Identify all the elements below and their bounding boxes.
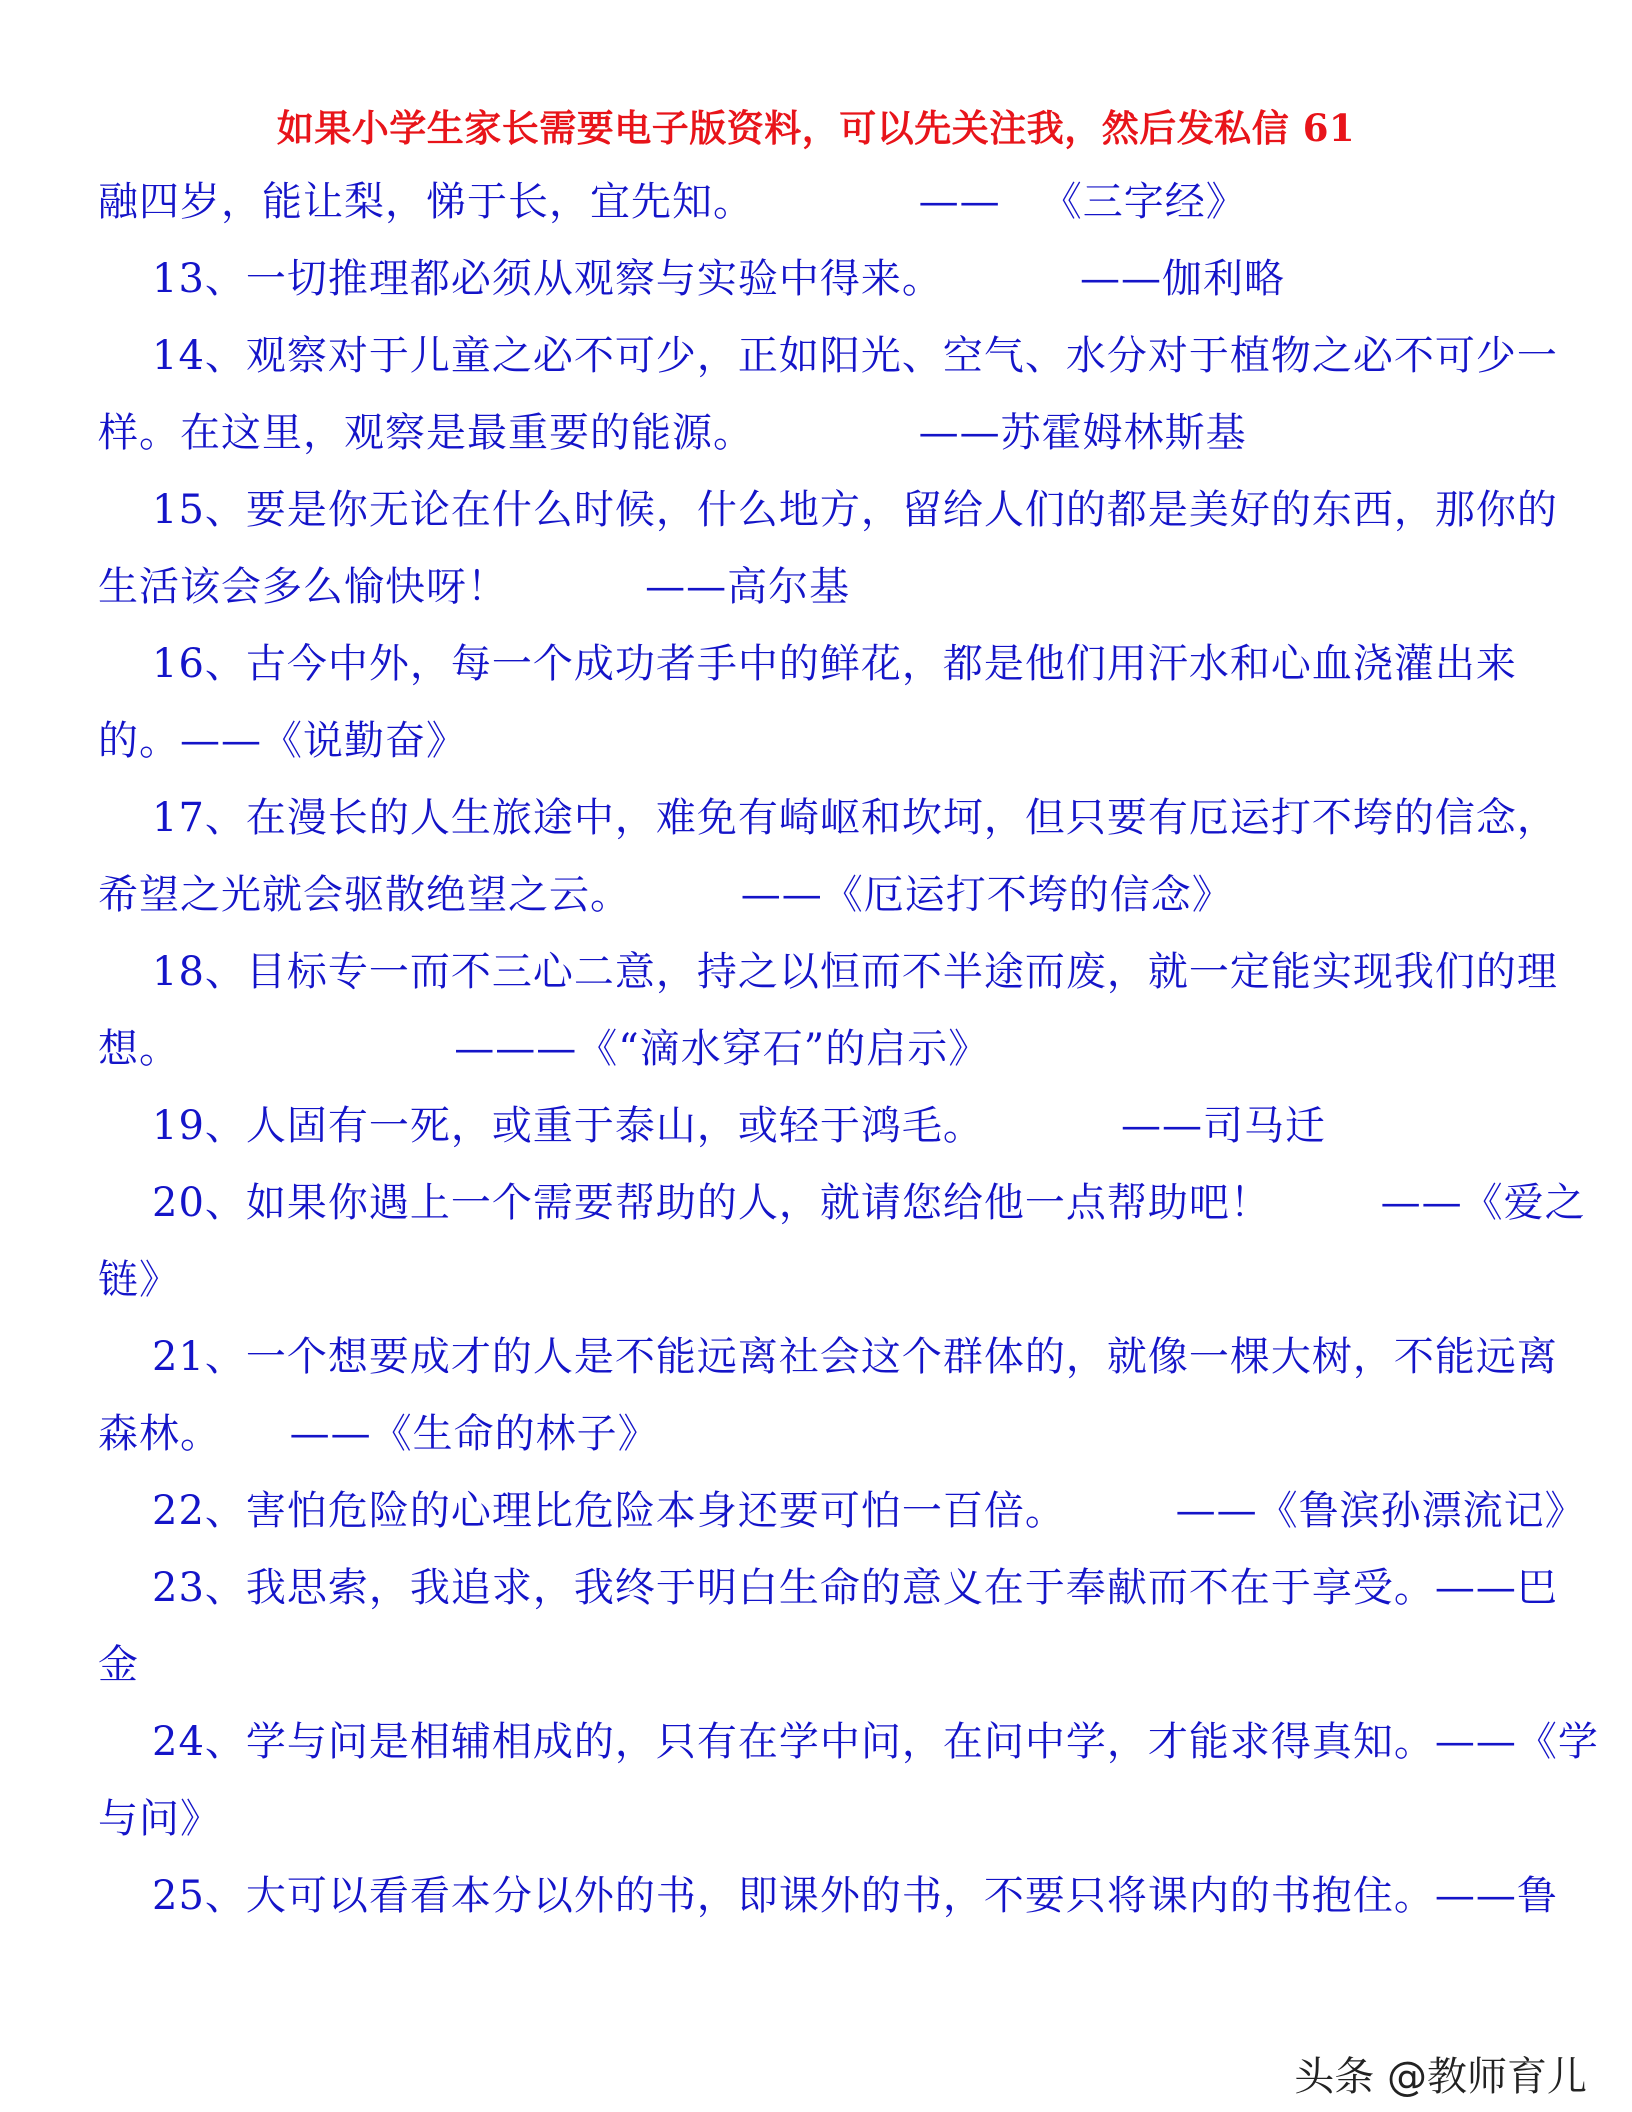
text-line: 25、大可以看看本分以外的书，即课外的书，不要只将课内的书抱住。——鲁 [152,1873,1558,1919]
text-line: 森林。 ——《生命的林子》 [98,1411,659,1457]
text-line: 14、观察对于儿童之必不可少，正如阳光、空气、水分对于植物之必不可少一 [152,333,1558,379]
text-line: 23、我思索，我追求，我终于明白生命的意义在于奉献而不在于享受。——巴 [152,1565,1558,1611]
text-line: 链》 [98,1257,180,1303]
watermark-logo: 头条 @教师育儿 [1294,2054,1587,2100]
text-line: 20、如果你遇上一个需要帮助的人，就请您给他一点帮助吧！ ——《爱之 [152,1180,1586,1226]
text-line: 16、古今中外，每一个成功者手中的鲜花，都是他们用汗水和心血浇灌出来 [152,641,1517,687]
text-line: 想。 ———《“滴水穿石”的启示》 [98,1026,990,1072]
page-header-notice: 如果小学生家长需要电子版资料，可以先关注我，然后发私信 61 [276,106,1356,150]
text-line: 22、害怕危险的心理比危险本身还要可怕一百倍。 ——《鲁滨孙漂流记》 [152,1488,1586,1534]
text-line: 与问》 [98,1796,221,1842]
text-line: 19、人固有一死，或重于泰山，或轻于鸿毛。 ——司马迁 [152,1103,1327,1149]
text-line: 融四岁，能让梨，悌于长，宜先知。 —— 《三字经》 [98,179,1247,225]
text-line: 生活该会多么愉快呀！ ——高尔基 [98,564,851,610]
text-line: 21、一个想要成才的人是不能远离社会这个群体的，就像一棵大树，不能远离 [152,1334,1558,1380]
text-line: 金 [98,1642,139,1688]
text-line: 24、学与问是相辅相成的，只有在学中问，在问中学，才能求得真知。——《学 [152,1719,1599,1765]
text-line: 希望之光就会驱散绝望之云。 ——《厄运打不垮的信念》 [98,872,1233,918]
text-line: 13、一切推理都必须从观察与实验中得来。 ——伽利略 [152,256,1286,302]
text-line: 18、目标专一而不三心二意，持之以恒而不半途而废，就一定能实现我们的理 [152,949,1558,995]
text-line: 样。在这里，观察是最重要的能源。 ——苏霍姆林斯基 [98,410,1247,456]
text-line: 17、在漫长的人生旅途中，难免有崎岖和坎坷，但只要有厄运打不垮的信念， [152,795,1558,841]
text-line: 15、要是你无论在什么时候，什么地方，留给人们的都是美好的东西，那你的 [152,487,1558,533]
text-line: 的。——《说勤奋》 [98,718,467,764]
